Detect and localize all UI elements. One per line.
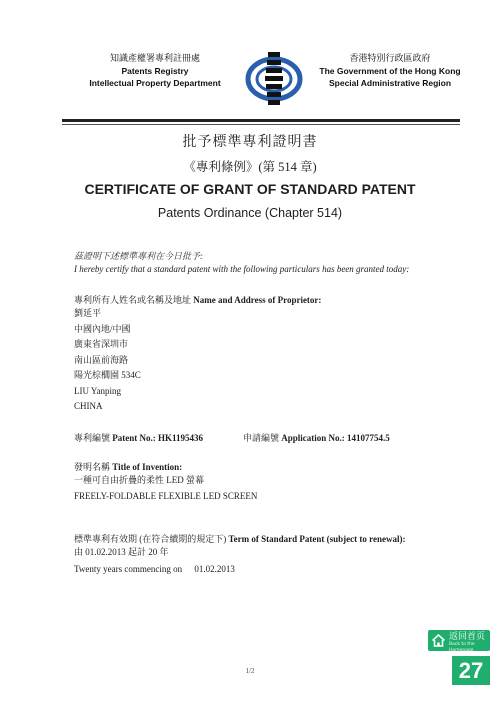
term-zh: 由 01.02.2013 起計 20 年 — [74, 547, 169, 557]
application-number-field — [243, 431, 390, 444]
home-button-sublabel: Back to the Homepage — [449, 642, 475, 653]
proprietor-line: 劉延平 — [74, 308, 102, 318]
certify-en: I hereby certify that a standard patent with the following particulars has been granted today: — [74, 264, 410, 274]
home-icon — [431, 633, 446, 648]
patents-registry-en: Patents Registry — [121, 66, 189, 76]
term-en — [74, 562, 235, 578]
government-en-1: The Government of the Hong Kong — [319, 66, 461, 76]
hksar-emblem-icon — [245, 48, 303, 108]
proprietor-line: 廣東省深圳市 — [74, 339, 129, 349]
proprietor-line: 陽光棕櫚園 534C — [74, 370, 141, 380]
term-label — [74, 532, 405, 545]
home-button-label: 返回首页 — [449, 632, 486, 642]
app-no-label-en: Application No.: — [281, 433, 345, 443]
patent-no-label-en: Patent No.: — [112, 433, 156, 443]
term-label-zh: 標準專利有效期 (在符合續期的規定下) — [74, 534, 227, 544]
app-no-label-zh: 申請編號 — [243, 433, 280, 443]
certificate-title: CERTIFICATE OF GRANT OF STANDARD PATENT — [84, 181, 416, 197]
invention-title-zh: 一種可自由折疊的柔性 LED 螢幕 — [74, 475, 204, 485]
invention-label-zh: 發明名稱 — [74, 462, 111, 472]
certify-zh: 茲證明下述標準專利在今日批予: — [74, 251, 203, 261]
ordinance-en: Patents Ordinance (Chapter 514) — [157, 206, 343, 220]
header-divider-thin — [62, 124, 460, 125]
patent-no-label-zh: 專利編號 — [74, 433, 111, 443]
patents-registry-zh: 知識產權署專利註冊處 — [109, 54, 200, 64]
invention-title-en: FREELY-FOLDABLE FLEXIBLE LED SCREEN — [74, 491, 258, 501]
proprietor-label-en: Name and Address of Proprietor: — [193, 295, 322, 305]
app-no-value: 14107754.5 — [347, 433, 390, 443]
government-zh: 香港特別行政區政府 — [349, 54, 431, 64]
header-left-block — [60, 53, 250, 89]
patent-no-value: HK1195436 — [158, 433, 204, 443]
proprietor-line: 南山區前海路 — [74, 354, 129, 365]
back-to-homepage-button[interactable] — [428, 630, 490, 651]
page-number: 1/2 — [245, 667, 255, 675]
ordinance-zh: 《專利條例》(第 514 章) — [183, 160, 317, 174]
invention-label — [74, 460, 182, 473]
proprietor-label — [74, 293, 321, 306]
term-en-date: 01.02.2013 — [194, 564, 235, 574]
proprietor-address — [74, 306, 141, 415]
page-badge: 27 — [452, 656, 490, 685]
proprietor-line: CHINA — [74, 401, 103, 411]
ipd-en: Intellectual Property Department — [89, 78, 221, 88]
header-divider-thick — [62, 119, 460, 122]
patent-number-field — [74, 431, 203, 444]
proprietor-line: 中國內地/中國 — [74, 323, 131, 334]
header-right-block — [300, 53, 480, 89]
proprietor-label-zh: 專利所有人姓名或名稱及地址 — [74, 295, 192, 305]
invention-label-en: Title of Invention: — [112, 462, 183, 472]
government-en-2: Special Administrative Region — [328, 78, 452, 88]
term-label-en: Term of Standard Patent (subject to renewal): — [228, 534, 406, 544]
term-en-prefix: Twenty years commencing on — [74, 564, 183, 574]
proprietor-line: LIU Yanping — [74, 385, 122, 396]
title-zh: 批予標準專利證明書 — [182, 135, 318, 150]
